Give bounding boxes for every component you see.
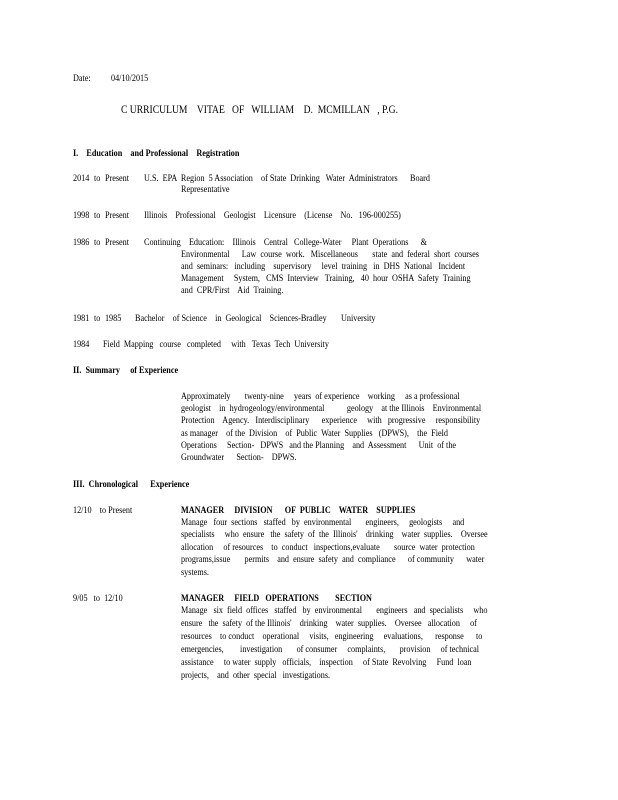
summary-line: Approximately twenty-nine years of experience working as a professional	[181, 392, 460, 402]
job-line: programs,issue permits and ensure safety and compliance of community water	[181, 555, 485, 565]
job-line: Manage six field offices staffed by environmental engineers and specialists who	[181, 606, 488, 616]
job-line: ensure the safety of the Illinois' drinking water supplies. Oversee allocation of	[181, 619, 477, 629]
entry-line: Management System, CMS Interview Training, 40 hour OSHA Safety Training	[181, 274, 471, 284]
job-line: specialists who ensure the safety of the Illinois' drinking water supplies. Oversee	[181, 530, 488, 540]
entry-line: Illinois Professional Geologist Licensure (License No. 196-000255)	[144, 211, 401, 221]
job-date: 12/10 to Present	[73, 506, 133, 516]
entry-date: 1998 to Present	[73, 211, 129, 221]
entry-date: 1984	[73, 340, 90, 350]
summary-line: Groundwater Section- DPWS.	[181, 453, 297, 463]
entry-date: 2014 to Present	[73, 174, 129, 184]
summary-line: as manager of the Division of Public Water Supplies (DPWS), the Field	[181, 429, 448, 439]
entry-date: 1981 to 1985	[73, 314, 122, 324]
entry-line: Bachelor of Science in Geological Sciences-Bradley University	[135, 314, 376, 324]
job-line: emergencies, investigation of consumer complaints, provision of technical	[181, 645, 479, 655]
entry-line: U.S. EPA Region 5 Association of State Drinking Water Administrators Board	[144, 174, 430, 184]
job-line: resources to conduct operational visits, engineering evaluations, response to	[181, 632, 483, 642]
section-heading-summary: II. Summary of Experience	[73, 366, 179, 376]
job-title: MANAGER DIVISION OF PUBLIC WATER SUPPLIES	[181, 506, 416, 516]
entry-line: and CPR/First Aid Training.	[181, 286, 284, 296]
section-heading-education: I. Education and Professional Registration	[73, 149, 240, 159]
entry-line: and seminars: including supervisory level training in DHS National Incident	[181, 262, 466, 272]
date-label: Date:	[73, 74, 91, 84]
entry-line: Field Mapping course completed with Texas Tech University	[103, 340, 329, 350]
job-line: systems.	[181, 568, 209, 578]
document-title: C URRICULUM VITAE OF WILLIAM D. MCMILLAN , P.G.	[121, 102, 399, 116]
job-line: Manage four sections staffed by environmental engineers, geologists and	[181, 518, 465, 528]
section-heading-chronological: III. Chronological Experience	[73, 480, 190, 490]
summary-line: Operations Section- DPWS and the Planning and Assessment Unit of the	[181, 441, 457, 451]
job-line: allocation of resources to conduct inspections,evaluate source water protection	[181, 543, 475, 553]
summary-line: geologist in hydrogeology/environmental geology at the Illinois Environmental	[181, 404, 482, 414]
job-date: 9/05 to 12/10	[73, 594, 123, 604]
entry-date: 1986 to Present	[73, 238, 129, 248]
date-value: 04/10/2015	[111, 74, 149, 84]
summary-line: Protection Agency. Interdisciplinary experience with progressive responsibility	[181, 416, 481, 426]
job-line: assistance to water supply officials, inspection of State Revolving Fund loan	[181, 658, 472, 668]
entry-line: Representative	[181, 185, 230, 195]
entry-line: Continuing Education: Illinois Central College-Water Plant Operations &	[144, 238, 427, 248]
entry-line: Environmental Law course work. Miscellaneous state and federal short courses	[181, 250, 479, 260]
job-line: projects, and other special investigations.	[181, 671, 331, 681]
job-title: MANAGER FIELD OPERATIONS SECTION	[181, 594, 372, 604]
